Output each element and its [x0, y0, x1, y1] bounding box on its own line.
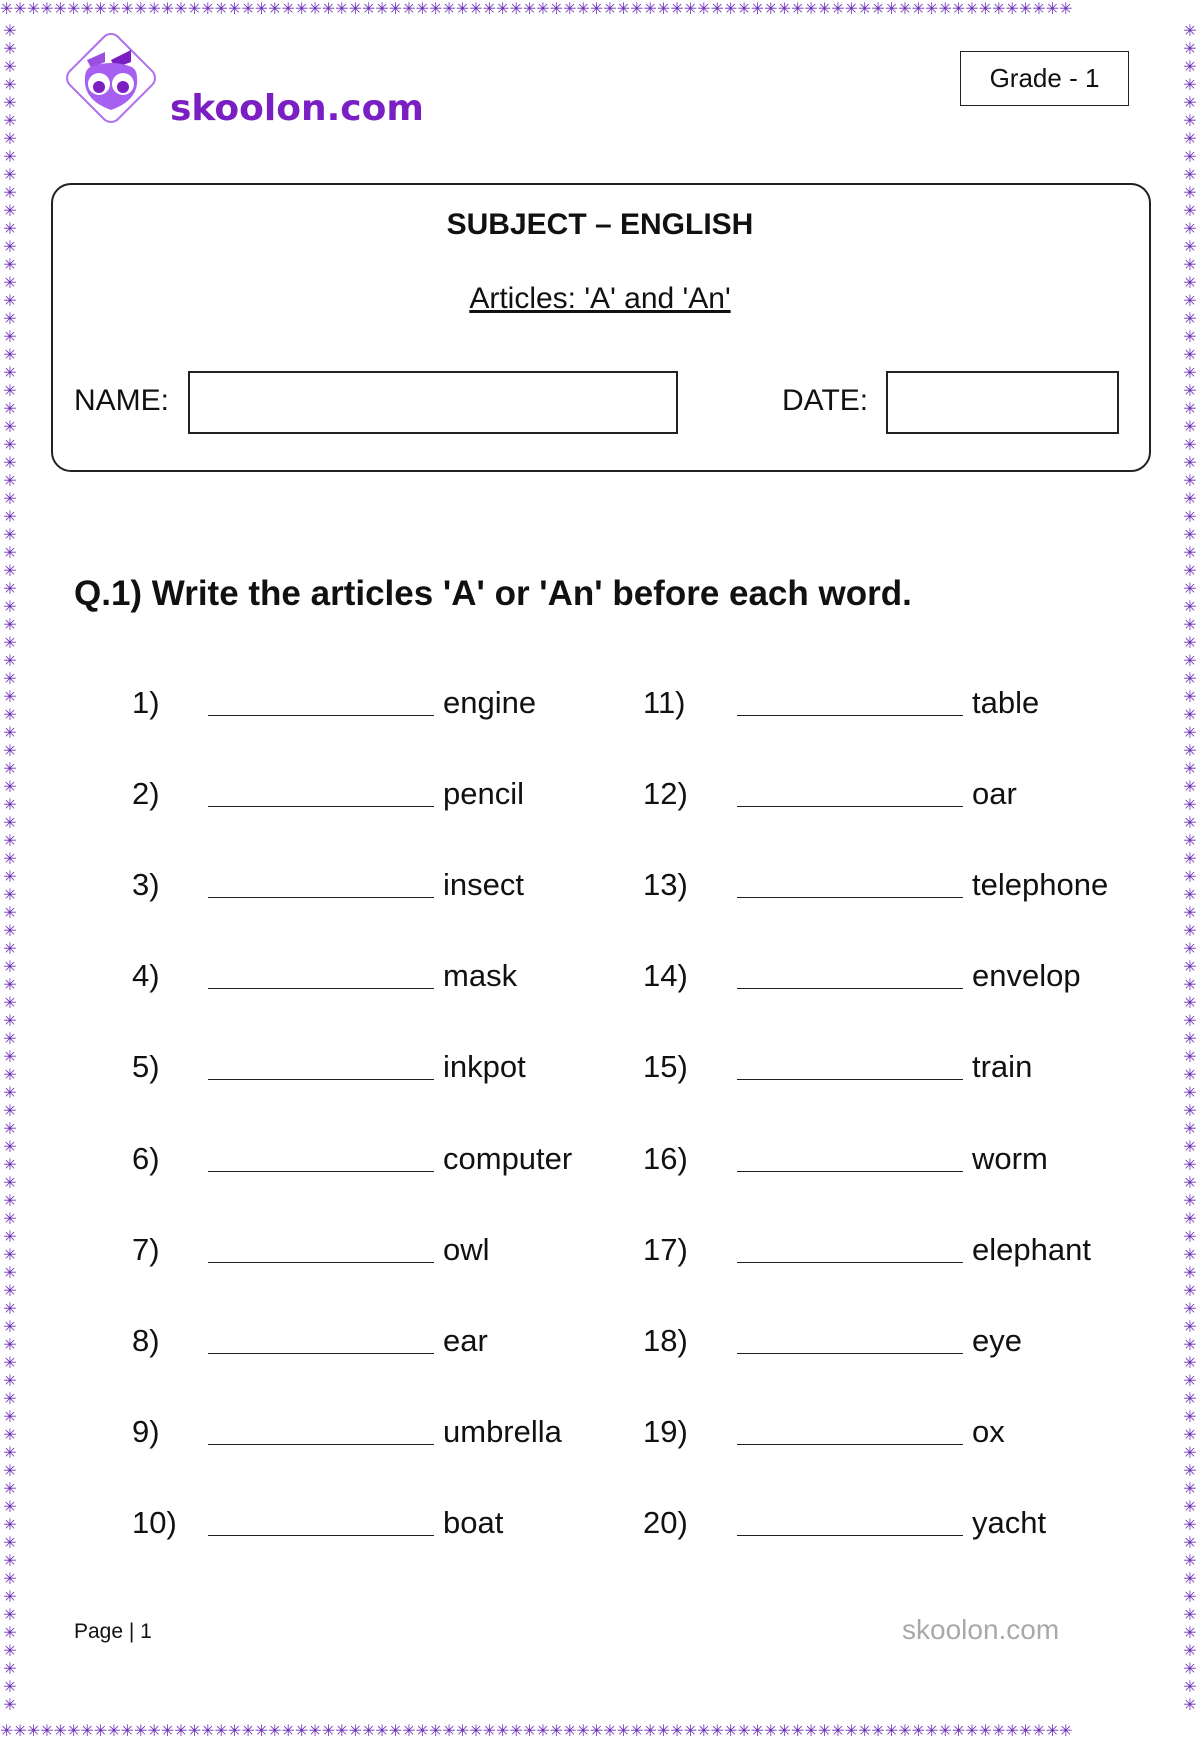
answer-blank[interactable] — [208, 1262, 434, 1263]
answer-blank[interactable] — [208, 897, 434, 898]
answer-blank[interactable] — [208, 1079, 434, 1080]
answer-blank[interactable] — [737, 897, 963, 898]
item-number: 13) — [643, 867, 688, 903]
item-number: 2) — [132, 776, 160, 812]
page-number: Page | 1 — [74, 1620, 152, 1643]
item-number: 8) — [132, 1322, 160, 1358]
item-number: 16) — [643, 1140, 688, 1176]
item-word: engine — [443, 685, 537, 720]
topic-text: Articles: 'A' and 'An' — [469, 282, 731, 315]
page-border-bottom: ✳✳✳✳✳✳✳✳✳✳✳✳✳✳✳✳✳✳✳✳✳✳✳✳✳✳✳✳✳✳✳✳✳✳✳✳✳✳✳✳✳✳✳✳✳✳✳✳✳✳✳✳✳✳✳✳✳✳✳✳✳✳✳✳✳✳✳✳✳✳✳✳✳✳✳✳✳✳✳✳ — [0, 1722, 1073, 1740]
item-number: 5) — [132, 1049, 160, 1085]
item-word: inkpot — [443, 1049, 526, 1085]
answer-blank[interactable] — [737, 1079, 963, 1080]
grade-label: Grade - 1 — [960, 51, 1129, 106]
item-word: umbrella — [443, 1413, 562, 1449]
page-border-top: ✳✳✳✳✳✳✳✳✳✳✳✳✳✳✳✳✳✳✳✳✳✳✳✳✳✳✳✳✳✳✳✳✳✳✳✳✳✳✳✳✳✳✳✳✳✳✳✳✳✳✳✳✳✳✳✳✳✳✳✳✳✳✳✳✳✳✳✳✳✳✳✳✳✳✳✳✳✳✳✳ — [0, 0, 1073, 18]
item-word: owl — [443, 1231, 490, 1267]
name-field[interactable] — [188, 371, 678, 434]
question-title: Q.1) Write the articles 'A' or 'An' before each word. — [74, 574, 912, 613]
answer-blank[interactable] — [208, 1171, 434, 1172]
item-number: 3) — [132, 867, 160, 903]
answer-blank[interactable] — [208, 715, 434, 716]
answer-blank[interactable] — [737, 1262, 963, 1263]
item-number: 14) — [643, 958, 688, 994]
name-label: NAME: — [74, 384, 170, 417]
item-number: 1) — [132, 685, 160, 720]
item-word: table — [972, 685, 1040, 720]
item-number: 12) — [643, 776, 688, 812]
item-number: 11) — [643, 685, 686, 720]
answer-blank[interactable] — [737, 1444, 963, 1445]
date-label: DATE: — [782, 384, 869, 417]
item-word: computer — [443, 1140, 573, 1176]
item-word: worm — [972, 1140, 1048, 1176]
item-word: envelop — [972, 958, 1081, 994]
answer-blank[interactable] — [737, 806, 963, 807]
item-number: 6) — [132, 1140, 160, 1176]
answer-blank[interactable] — [737, 1535, 963, 1536]
footer-site: skoolon.com — [902, 1614, 1060, 1645]
answer-blank[interactable] — [737, 715, 963, 716]
item-word: ox — [972, 1413, 1005, 1449]
item-word: train — [972, 1049, 1033, 1085]
item-word: telephone — [972, 867, 1109, 903]
answer-blank[interactable] — [208, 806, 434, 807]
item-number: 15) — [643, 1049, 688, 1085]
skoolon-logo-icon — [55, 22, 167, 134]
item-number: 20) — [643, 1504, 688, 1540]
answer-blank[interactable] — [737, 988, 963, 989]
page-border-right: ✳✳✳✳✳✳✳✳✳✳✳✳✳✳✳✳✳✳✳✳✳✳✳✳✳✳✳✳✳✳✳✳✳✳✳✳✳✳✳✳✳✳✳✳✳✳✳✳✳✳✳✳✳✳✳✳✳✳✳✳✳✳✳✳✳✳✳✳✳✳✳✳✳✳✳✳✳✳✳✳✳✳✳✳✳✳✳✳✳✳✳✳✳✳ — [1183, 22, 1197, 1714]
item-number: 10) — [132, 1504, 177, 1540]
item-number: 19) — [643, 1413, 688, 1449]
item-word: pencil — [443, 776, 524, 812]
item-word: insect — [443, 867, 524, 903]
answer-blank[interactable] — [208, 988, 434, 989]
item-number: 18) — [643, 1322, 688, 1358]
subject-title: SUBJECT – ENGLISH — [446, 208, 754, 241]
item-number: 7) — [132, 1231, 160, 1267]
item-word: yacht — [972, 1504, 1047, 1540]
topic-title — [0, 282, 1200, 316]
item-word: elephant — [972, 1231, 1091, 1267]
item-word: oar — [972, 776, 1017, 812]
answer-blank[interactable] — [737, 1353, 963, 1354]
item-number: 17) — [643, 1231, 688, 1267]
item-number: 4) — [132, 958, 160, 994]
logo-text: skoolon.com — [170, 88, 424, 129]
page-border-left: ✳✳✳✳✳✳✳✳✳✳✳✳✳✳✳✳✳✳✳✳✳✳✳✳✳✳✳✳✳✳✳✳✳✳✳✳✳✳✳✳✳✳✳✳✳✳✳✳✳✳✳✳✳✳✳✳✳✳✳✳✳✳✳✳✳✳✳✳✳✳✳✳✳✳✳✳✳✳✳✳✳✳✳✳✳✳✳✳✳✳✳✳✳✳ — [3, 22, 17, 1714]
answer-blank[interactable] — [208, 1535, 434, 1536]
date-field[interactable] — [886, 371, 1119, 434]
item-word: eye — [972, 1322, 1022, 1358]
item-word: boat — [443, 1504, 504, 1540]
answer-blank[interactable] — [208, 1444, 434, 1445]
item-word: ear — [443, 1322, 488, 1358]
answer-blank[interactable] — [737, 1171, 963, 1172]
answer-blank[interactable] — [208, 1353, 434, 1354]
item-word: mask — [443, 958, 518, 994]
item-number: 9) — [132, 1413, 160, 1449]
